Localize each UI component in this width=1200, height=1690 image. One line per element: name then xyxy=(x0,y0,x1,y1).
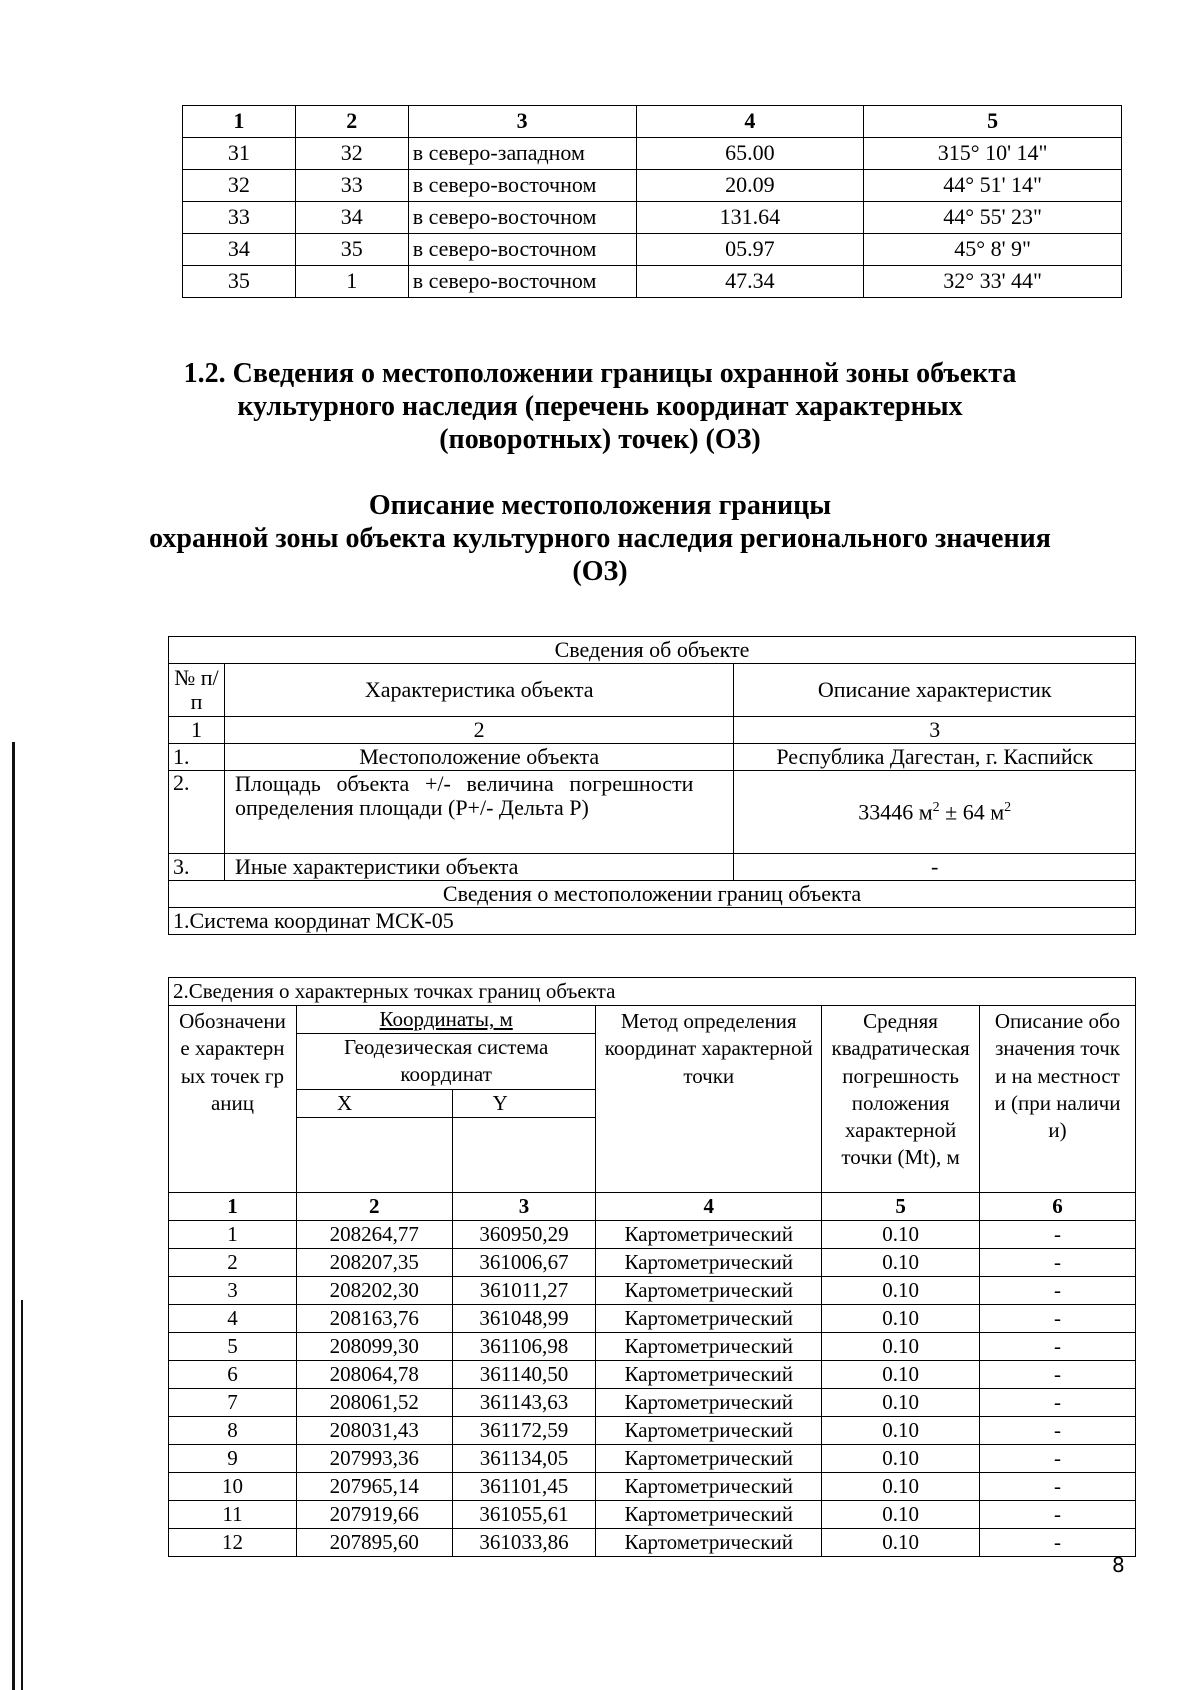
table-cell: 6 xyxy=(169,1360,297,1388)
table-cell: 361006,67 xyxy=(452,1248,596,1276)
table-cell: 0.10 xyxy=(822,1528,980,1556)
table-cell: 35 xyxy=(295,234,408,266)
table-cell: 8 xyxy=(169,1416,297,1444)
table-cell: 45° 8' 9" xyxy=(864,234,1122,266)
table-cell: 361048,99 xyxy=(452,1304,596,1332)
heading-line: культурного наследия (перечень координат характерных xyxy=(237,391,963,422)
table-header-cell: Средняя квадратическая погрешность положения характерной точки (Mt), м xyxy=(822,1006,980,1193)
table-cell: 0.10 xyxy=(822,1248,980,1276)
table-cell: 33 xyxy=(183,202,296,234)
table-row xyxy=(183,138,1122,170)
table-cell: 9 xyxy=(169,1444,297,1472)
table-row xyxy=(169,1388,1136,1416)
table-index-row xyxy=(169,1192,1136,1220)
section-title: Сведения о местоположении границ объекта xyxy=(169,881,1136,908)
header-coords-text: Координаты, м xyxy=(379,1006,513,1031)
table-cell: 208064,78 xyxy=(296,1360,452,1388)
table-cell: - xyxy=(980,1500,1136,1528)
table-cell: Картометрический xyxy=(596,1388,822,1416)
header-geo-text: Геодезическая система координат xyxy=(344,1035,549,1087)
table-cell: Картометрический xyxy=(596,1276,822,1304)
table-row xyxy=(169,854,1136,881)
table-cell: 0.10 xyxy=(822,1472,980,1500)
table-cell: 208264,77 xyxy=(296,1220,452,1248)
table-cell: 0.10 xyxy=(822,1332,980,1360)
table-row xyxy=(169,1220,1136,1248)
table-row xyxy=(183,202,1122,234)
table-header-cell: 1 xyxy=(183,106,296,138)
table-cell: 12 xyxy=(169,1528,297,1556)
table-cell: 361140,50 xyxy=(452,1360,596,1388)
table-cell: - xyxy=(980,1444,1136,1472)
table-cell: - xyxy=(980,1416,1136,1444)
table-cell: Местоположение объекта xyxy=(224,744,733,771)
table-row xyxy=(169,1304,1136,1332)
table-cell: 44° 55' 23" xyxy=(864,202,1122,234)
table-header-cell xyxy=(296,1034,595,1090)
table-cell: 207993,36 xyxy=(296,1444,452,1472)
table-cell: 0.10 xyxy=(822,1220,980,1248)
table-cell: 20.09 xyxy=(636,170,864,202)
table-cell: - xyxy=(734,854,1136,881)
table-row xyxy=(169,744,1136,771)
table-row xyxy=(169,908,1136,935)
table-row xyxy=(169,1444,1136,1472)
table-cell: 11 xyxy=(169,1500,297,1528)
table-cell: 6 xyxy=(980,1192,1136,1220)
table-header-row xyxy=(169,664,1136,717)
table-cell: в северо-восточном xyxy=(408,202,636,234)
table-cell: 361101,45 xyxy=(452,1472,596,1500)
table-cell: 35 xyxy=(183,266,296,298)
table-row xyxy=(169,1500,1136,1528)
table-cell: 315° 10' 14" xyxy=(864,138,1122,170)
heading-line: Описание местоположения границы xyxy=(368,490,832,521)
table-cell: 0.10 xyxy=(822,1444,980,1472)
area-cell xyxy=(734,771,1136,854)
table-cell: 2. xyxy=(169,771,225,854)
table-row xyxy=(169,1528,1136,1556)
header-descr-text: Описание обозначения точки на местности (при наличии) xyxy=(994,1009,1121,1143)
table-cell: в северо-западном xyxy=(408,138,636,170)
table-cell: Картометрический xyxy=(596,1360,822,1388)
table-row xyxy=(169,881,1136,908)
bearing-table xyxy=(182,105,1122,298)
coordinates-table xyxy=(168,977,1136,1557)
table-cell: Картометрический xyxy=(596,1416,822,1444)
table-cell: 3 xyxy=(169,1276,297,1304)
table-cell: 208163,76 xyxy=(296,1304,452,1332)
table-cell: 208031,43 xyxy=(296,1416,452,1444)
table-header-row xyxy=(169,1006,1136,1034)
table-cell: 3 xyxy=(734,717,1136,744)
table-cell: 31 xyxy=(183,138,296,170)
table-cell: 34 xyxy=(183,234,296,266)
table-cell: Картометрический xyxy=(596,1304,822,1332)
table-row xyxy=(183,170,1122,202)
points-section-title: 2.Сведения о характерных точках границ объекта xyxy=(169,978,1136,1006)
heading-line: охранной зоны объекта культурного наследия регионального значения xyxy=(149,523,1051,554)
table-cell: 3. xyxy=(169,854,225,881)
table-cell: 2 xyxy=(169,1248,297,1276)
table-cell: 5 xyxy=(822,1192,980,1220)
description-heading xyxy=(0,489,1200,588)
table-cell: 361172,59 xyxy=(452,1416,596,1444)
table-cell: 10 xyxy=(169,1472,297,1500)
coordinate-system: 1.Система координат МСК-05 xyxy=(169,908,1136,935)
page-number: 8 xyxy=(1112,1553,1125,1577)
table-row xyxy=(169,978,1136,1006)
scan-margin-line xyxy=(21,1300,23,1690)
table-cell: Картометрический xyxy=(596,1220,822,1248)
table-row xyxy=(169,1276,1136,1304)
table-cell: - xyxy=(980,1472,1136,1500)
table-cell: Картометрический xyxy=(596,1500,822,1528)
table-cell: 44° 51' 14" xyxy=(864,170,1122,202)
table-cell: 4 xyxy=(596,1192,822,1220)
table-cell: 5 xyxy=(169,1332,297,1360)
table-cell: Республика Дагестан, г. Каспийск xyxy=(734,744,1136,771)
table-cell: 208099,30 xyxy=(296,1332,452,1360)
table-cell: - xyxy=(980,1276,1136,1304)
table-cell: 0.10 xyxy=(822,1416,980,1444)
table-row xyxy=(183,266,1122,298)
table-header-row xyxy=(183,106,1122,138)
scan-margin-line xyxy=(12,742,15,1690)
table-header-cell xyxy=(296,1117,452,1192)
table-cell: 4 xyxy=(169,1304,297,1332)
table-cell: 47.34 xyxy=(636,266,864,298)
table-cell: 0.10 xyxy=(822,1276,980,1304)
table-cell: 207895,60 xyxy=(296,1528,452,1556)
header-designation-text: Обозначение характерных точек границ xyxy=(179,1009,286,1115)
table-cell: 1 xyxy=(169,1220,297,1248)
table-cell: 360950,29 xyxy=(452,1220,596,1248)
area-unit-exponent: 2 xyxy=(1004,799,1012,815)
table-cell: 32° 33' 44" xyxy=(864,266,1122,298)
table-header-cell: 5 xyxy=(864,106,1122,138)
table-cell: 1 xyxy=(295,266,408,298)
table-cell: 1. xyxy=(169,744,225,771)
table-cell: 7 xyxy=(169,1388,297,1416)
table-cell: Картометрический xyxy=(596,1472,822,1500)
table-cell: 32 xyxy=(295,138,408,170)
table-cell: - xyxy=(980,1332,1136,1360)
table-cell: 2 xyxy=(296,1192,452,1220)
table-row xyxy=(183,234,1122,266)
table-cell: 05.97 xyxy=(636,234,864,266)
table-row xyxy=(169,717,1136,744)
table-row xyxy=(169,1360,1136,1388)
table-cell: 361011,27 xyxy=(452,1276,596,1304)
heading-line: 1.2. Сведения о местоположении границы охранной зоны объекта xyxy=(183,358,1017,389)
table-header-cell: Метод определения координат характерной точки xyxy=(596,1006,822,1193)
table-header-cell xyxy=(169,1006,297,1193)
table-row xyxy=(169,1472,1136,1500)
table-row xyxy=(169,1248,1136,1276)
table-cell: 0.10 xyxy=(822,1388,980,1416)
table-header-cell: Характеристика объекта xyxy=(224,664,733,717)
area-value: 33446 м xyxy=(858,799,933,825)
table-cell: 1 xyxy=(169,717,225,744)
table-cell: Иные характеристики объекта xyxy=(224,854,733,881)
section-heading xyxy=(0,357,1200,456)
table-cell: 65.00 xyxy=(636,138,864,170)
table-cell: Картометрический xyxy=(596,1444,822,1472)
heading-line: (ОЗ) xyxy=(572,556,628,587)
table-title: Сведения об объекте xyxy=(169,637,1136,664)
table-cell: Картометрический xyxy=(596,1528,822,1556)
table-row xyxy=(169,1416,1136,1444)
table-cell: 33 xyxy=(295,170,408,202)
table-cell: 208202,30 xyxy=(296,1276,452,1304)
table-cell: в северо-восточном xyxy=(408,266,636,298)
table-cell: Картометрический xyxy=(596,1248,822,1276)
table-header-cell: X xyxy=(296,1089,452,1117)
table-cell: 32 xyxy=(183,170,296,202)
table-header-cell: 2 xyxy=(295,106,408,138)
table-cell: Картометрический xyxy=(596,1332,822,1360)
table-header-cell: Y xyxy=(452,1089,596,1117)
object-info-table xyxy=(168,636,1136,935)
table-row xyxy=(169,771,1136,854)
table-header-cell xyxy=(452,1117,596,1192)
table-cell: 361106,98 xyxy=(452,1332,596,1360)
area-tolerance: ± 64 м xyxy=(939,799,1005,825)
table-cell: - xyxy=(980,1304,1136,1332)
table-cell: 3 xyxy=(452,1192,596,1220)
table-cell: 207919,66 xyxy=(296,1500,452,1528)
table-cell: в северо-восточном xyxy=(408,170,636,202)
table-cell: в северо-восточном xyxy=(408,234,636,266)
coordinates-body xyxy=(169,1220,1136,1556)
table-cell: 0.10 xyxy=(822,1360,980,1388)
table-cell: 361134,05 xyxy=(452,1444,596,1472)
table-header-cell xyxy=(296,1006,595,1034)
table-header-cell: № п/п xyxy=(169,664,225,717)
table-cell: - xyxy=(980,1248,1136,1276)
table-row xyxy=(169,637,1136,664)
table-cell: - xyxy=(980,1360,1136,1388)
table-cell: 207965,14 xyxy=(296,1472,452,1500)
table-row xyxy=(169,1332,1136,1360)
table-cell: 0.10 xyxy=(822,1500,980,1528)
table-cell: Площадь объекта +/- величина погрешности определения площади (Р+/- Дельта Р) xyxy=(224,771,733,854)
table-cell: 361143,63 xyxy=(452,1388,596,1416)
table-cell: 361033,86 xyxy=(452,1528,596,1556)
table-cell: 208207,35 xyxy=(296,1248,452,1276)
table-cell: 208061,52 xyxy=(296,1388,452,1416)
table-cell: - xyxy=(980,1528,1136,1556)
table-cell: 361055,61 xyxy=(452,1500,596,1528)
table-header-cell: 4 xyxy=(636,106,864,138)
table-header-cell: 3 xyxy=(408,106,636,138)
table-header-cell: Описание характеристик xyxy=(734,664,1136,717)
table-cell: 1 xyxy=(169,1192,297,1220)
area-unit-exponent: 2 xyxy=(932,799,940,815)
table-cell: - xyxy=(980,1220,1136,1248)
table-cell: 2 xyxy=(224,717,733,744)
table-cell: 0.10 xyxy=(822,1304,980,1332)
table-header-cell xyxy=(980,1006,1136,1193)
table-cell: 131.64 xyxy=(636,202,864,234)
table-cell: - xyxy=(980,1388,1136,1416)
table-cell: 34 xyxy=(295,202,408,234)
heading-line: (поворотных) точек) (ОЗ) xyxy=(439,424,761,455)
